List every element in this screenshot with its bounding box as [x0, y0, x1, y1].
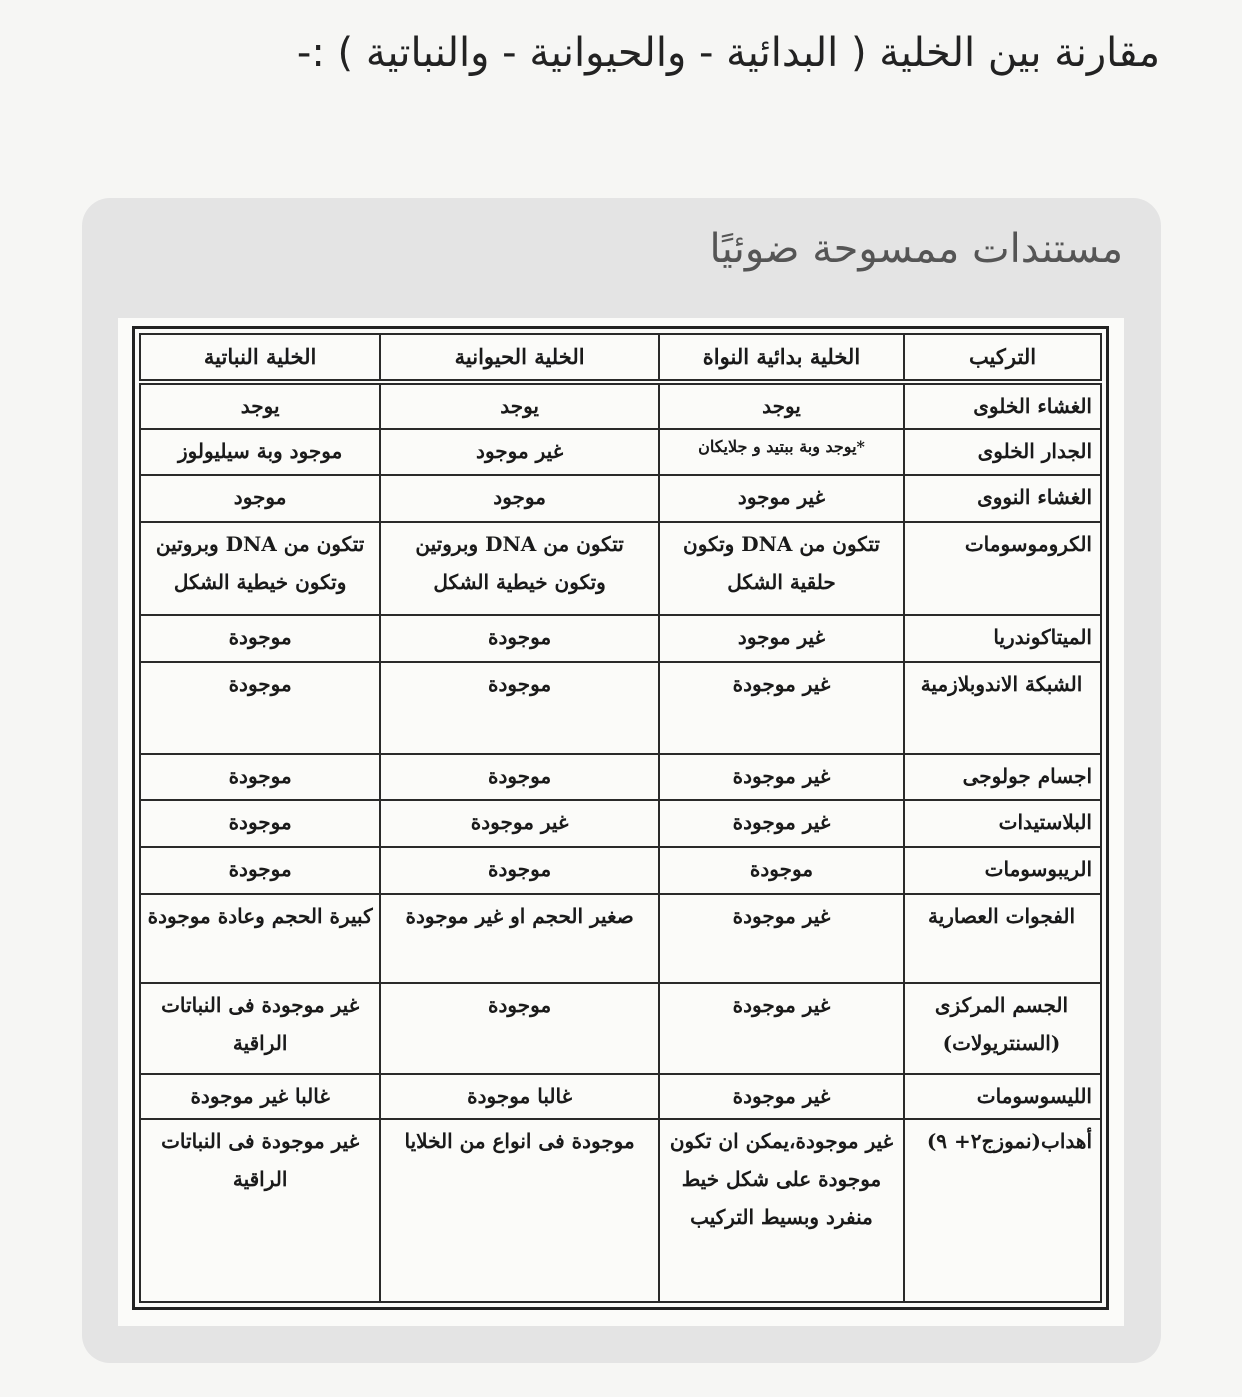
table-cell: موجود [140, 475, 380, 522]
table-cell: *يوجد وبة ببتيد و جلايكان [659, 429, 904, 476]
table-cell: غير موجودة [659, 894, 904, 983]
row-label: اجسام جولوجى [904, 754, 1101, 801]
table-cell: موجودة [140, 615, 380, 662]
page-heading: مقارنة بين الخلية ( البدائية - والحيوانية - والنباتية ) :- [296, 30, 1160, 76]
table-row [140, 382, 1101, 429]
table-header-row [140, 334, 1101, 382]
header-animal: الخلية الحيوانية [380, 334, 659, 382]
table-cell: موجودة [659, 847, 904, 894]
table-cell: يوجد [659, 382, 904, 429]
table-row [140, 1074, 1101, 1119]
table-row [140, 522, 1101, 615]
table-row [140, 894, 1101, 983]
row-label: الشبكة الاندوبلازمية [904, 662, 1101, 753]
comparison-table [139, 333, 1102, 1303]
table-cell: موجودة [380, 983, 659, 1074]
row-label: الغشاء النووى [904, 475, 1101, 522]
row-label: الغشاء الخلوى [904, 382, 1101, 429]
header-plant: الخلية النباتية [140, 334, 380, 382]
table-cell: موجودة فى انواع من الخلايا [380, 1119, 659, 1302]
table-cell: غالبا غير موجودة [140, 1074, 380, 1119]
table-cell: موجودة [380, 754, 659, 801]
table-cell: موجودة [380, 662, 659, 753]
table-cell: غير موجود [659, 475, 904, 522]
table-frame [132, 326, 1109, 1310]
table-cell: موجود وبة سيليولوز [140, 429, 380, 476]
table-row [140, 847, 1101, 894]
scanned-document-card [82, 198, 1161, 1363]
table-row [140, 1119, 1101, 1302]
table-cell: كبيرة الحجم وعادة موجودة [140, 894, 380, 983]
row-label: الميتاكوندريا [904, 615, 1101, 662]
table-cell: غير موجودة [659, 1074, 904, 1119]
table-cell: تتكون من DNA وتكون حلقية الشكل [659, 522, 904, 615]
row-label: البلاستيدات [904, 800, 1101, 847]
row-label: الجدار الخلوى [904, 429, 1101, 476]
table-cell: تتكون من DNA وبروتين وتكون خيطية الشكل [140, 522, 380, 615]
table-cell: يوجد [140, 382, 380, 429]
table-row [140, 800, 1101, 847]
table-cell: غير موجودة [380, 800, 659, 847]
table-row [140, 475, 1101, 522]
table-cell: تتكون من DNA وبروتين وتكون خيطية الشكل [380, 522, 659, 615]
table-cell: غير موجودة فى النباتات الراقية [140, 983, 380, 1074]
table-cell: غير موجودة فى النباتات الراقية [140, 1119, 380, 1302]
table-cell: يوجد [380, 382, 659, 429]
table-cell: غير موجودة [659, 662, 904, 753]
header-structure: التركيب [904, 334, 1101, 382]
row-label: الجسم المركزى (السنتريولات) [904, 983, 1101, 1074]
table-row [140, 983, 1101, 1074]
table-cell: موجود [380, 475, 659, 522]
row-label: الليسوسومات [904, 1074, 1101, 1119]
row-label: أهداب(نموزج٢+ ٩) [904, 1119, 1101, 1302]
table-cell: غير موجودة [659, 983, 904, 1074]
table-cell: موجودة [140, 800, 380, 847]
scanned-page [118, 318, 1124, 1326]
row-label: الريبوسومات [904, 847, 1101, 894]
table-cell: موجودة [140, 662, 380, 753]
table-cell: غير موجودة [659, 754, 904, 801]
row-label: الكروموسومات [904, 522, 1101, 615]
table-row [140, 615, 1101, 662]
header-prokaryotic: الخلية بدائية النواة [659, 334, 904, 382]
table-cell: غير موجود [380, 429, 659, 476]
table-cell: موجودة [380, 615, 659, 662]
table-row [140, 662, 1101, 753]
card-title: مستندات ممسوحة ضوئيًا [709, 226, 1123, 272]
table-cell: موجودة [380, 847, 659, 894]
row-label: الفجوات العصارية [904, 894, 1101, 983]
table-cell: صغير الحجم او غير موجودة [380, 894, 659, 983]
table-cell: غير موجود [659, 615, 904, 662]
table-cell: غالبا موجودة [380, 1074, 659, 1119]
table-cell: غير موجودة [659, 800, 904, 847]
table-cell: غير موجودة،يمكن ان تكون موجودة على شكل خيط منفرد وبسيط التركيب [659, 1119, 904, 1302]
table-row [140, 754, 1101, 801]
table-cell: موجودة [140, 847, 380, 894]
table-cell: موجودة [140, 754, 380, 801]
table-row [140, 429, 1101, 476]
